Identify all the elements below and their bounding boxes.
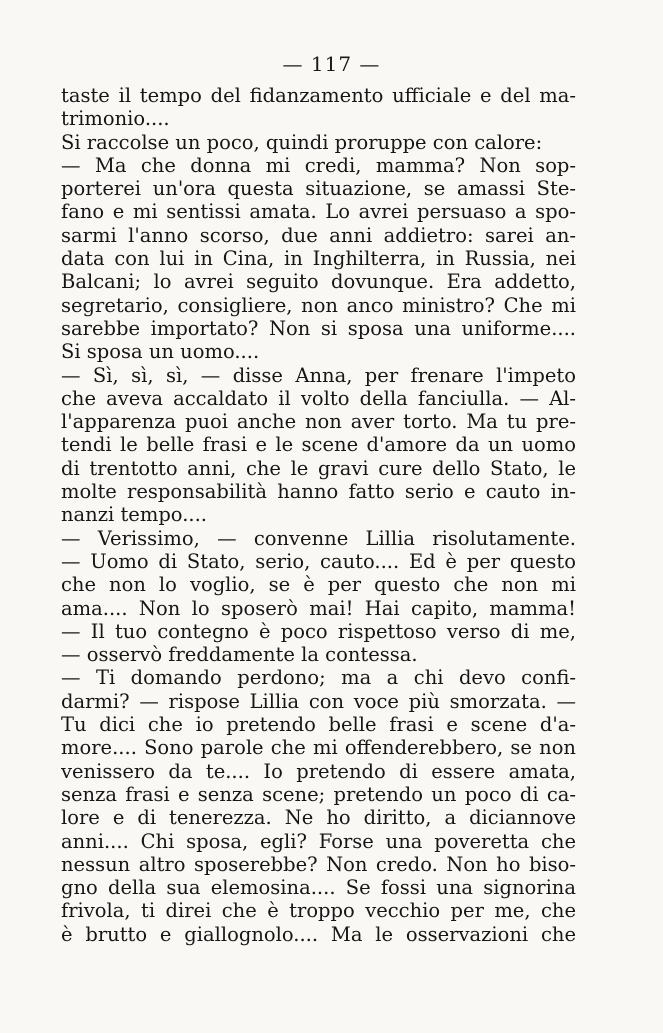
text-line: che non lo voglio, se è per questo che non mi — [61, 573, 576, 597]
text-line: molte responsabilità hanno fatto serio e cauto in- — [61, 480, 576, 504]
text-line: Balcani; lo avrei seguito dovunque. Era addetto, — [61, 270, 576, 294]
text-line: anni.... Chi sposa, egli? Forse una poveretta che — [61, 829, 576, 853]
text-line: — osservò freddamente la contessa. — [61, 643, 418, 667]
text-line: lore e di tenerezza. Ne ho diritto, a diciannove — [61, 806, 576, 830]
text-line: Si sposa un uomo.... — [61, 340, 260, 364]
text-line: venissero da te.... Io pretendo di essere amata, — [61, 759, 576, 783]
text-line: frivola, ti direi che è troppo vecchio per me, che — [61, 899, 576, 923]
text-line: more.... Sono parole che mi offenderebbero, se non — [61, 736, 576, 760]
text-line: darmi? — rispose Lillia con voce più smorzata. — — [61, 689, 576, 713]
text-line: senza frasi e senza scene; pretendo un poco di ca- — [61, 782, 576, 806]
text-line: segretario, consigliere, non anco ministro? Che mi — [61, 293, 576, 317]
text-line: sarmi l'anno scorso, due anni addietro: sarei an- — [61, 223, 576, 247]
text-line: gno della sua elemosina.... Se fossi una signorina — [61, 876, 576, 900]
text-line: — Verissimo, — convenne Lillia risolutamente. — [61, 526, 576, 550]
text-line: — Uomo di Stato, serio, cauto.... Ed è per questo — [61, 549, 576, 573]
body-text — [61, 84, 576, 946]
text-line: fano e mi sentissi amata. Lo avrei persuaso a spo- — [61, 200, 576, 224]
page-number: — 117 — — [282, 52, 381, 76]
text-line: che aveva accaldato il volto della fanciulla. — Al- — [61, 386, 576, 410]
text-line: trimonio.... — [61, 107, 170, 131]
text-line: sarebbe importato? Non si sposa una uniforme.... — [61, 316, 576, 340]
text-line: nanzi tempo.... — [61, 503, 207, 527]
text-line: ama.... Non lo sposerò mai! Hai capito, mamma! — [61, 596, 576, 620]
text-line: — Sì, sì, sì, — disse Anna, per frenare l'impeto — [61, 363, 576, 387]
text-line: — Il tuo contegno è poco rispettoso verso di me, — [61, 619, 576, 643]
text-line: taste il tempo del fidanzamento ufficiale e del ma- — [61, 84, 576, 107]
text-line: porterei un'ora questa situazione, se amassi Ste- — [61, 177, 576, 201]
text-line: — Ti domando perdono; ma a chi devo confi- — [61, 666, 576, 690]
text-line: l'apparenza puoi anche non aver torto. Ma tu pre- — [61, 410, 576, 434]
text-line: — Ma che donna mi credi, mamma? Non sop- — [61, 153, 576, 177]
text-line: Tu dici che io pretendo belle frasi e scene d'a- — [61, 713, 576, 737]
text-line: Si raccolse un poco, quindi proruppe con calore: — [61, 130, 543, 154]
text-line: data con lui in Cina, in Inghilterra, in Russia, nei — [61, 247, 576, 271]
text-line: nessun altro sposerebbe? Non credo. Non ho biso- — [61, 852, 576, 876]
text-line: è brutto e giallognolo.... Ma le osservazioni che — [61, 922, 576, 946]
text-line: di trentotto anni, che le gravi cure dello Stato, le — [61, 456, 576, 480]
text-line: tendi le belle frasi e le scene d'amore da un uomo — [61, 433, 576, 457]
